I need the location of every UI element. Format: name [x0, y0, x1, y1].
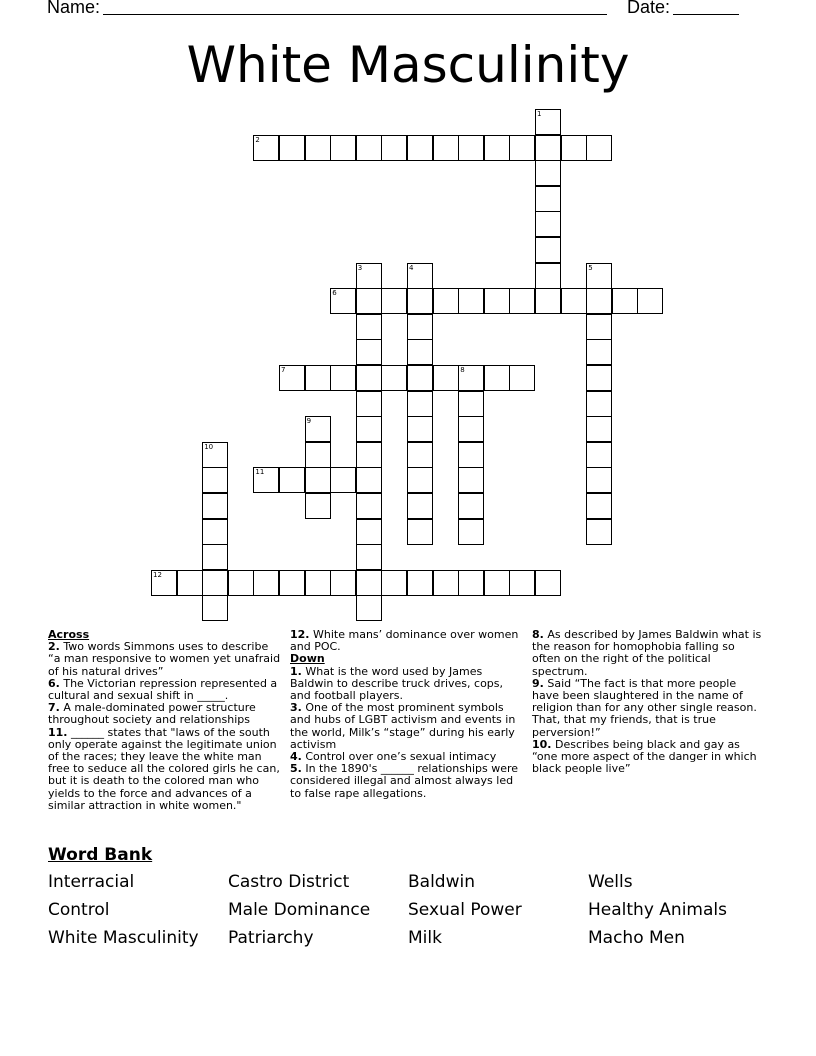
crossword-cell[interactable] [253, 135, 279, 161]
crossword-cell[interactable] [586, 339, 612, 365]
crossword-cell[interactable] [407, 442, 433, 468]
crossword-cell[interactable] [535, 109, 561, 135]
crossword-cell[interactable] [484, 135, 510, 161]
crossword-cell[interactable] [356, 493, 382, 519]
crossword-cell[interactable] [356, 365, 382, 391]
crossword-cell[interactable] [458, 519, 484, 545]
crossword-cell[interactable] [356, 467, 382, 493]
word-bank-item: Sexual Power [408, 900, 522, 920]
crossword-cell[interactable] [356, 442, 382, 468]
crossword-cell[interactable] [484, 570, 510, 596]
crossword-cell[interactable] [305, 467, 331, 493]
crossword-cell[interactable] [535, 186, 561, 212]
crossword-cell[interactable] [458, 467, 484, 493]
crossword-cell[interactable] [279, 467, 305, 493]
clue-number: 2 [255, 135, 260, 144]
crossword-cell[interactable] [535, 135, 561, 161]
crossword-cell[interactable] [202, 544, 228, 570]
crossword-cell[interactable] [407, 263, 433, 289]
crossword-cell[interactable] [356, 391, 382, 417]
date-label: Date: [627, 0, 671, 17]
clue-column-1 [48, 629, 284, 812]
down-clue-10: 10. Describes being black and gay as “one more aspect of the danger in which black people live” [532, 737, 757, 776]
clue-number: 3 [357, 263, 363, 272]
crossword-cell[interactable] [458, 416, 484, 442]
word-bank-item: Milk [408, 928, 442, 948]
crossword-cell[interactable] [305, 570, 331, 596]
crossword-cell[interactable] [381, 135, 407, 161]
crossword-cell[interactable] [407, 314, 433, 340]
crossword-cell[interactable] [509, 365, 535, 391]
crossword-cell[interactable] [356, 595, 382, 621]
crossword-cell[interactable] [279, 570, 305, 596]
crossword-cell[interactable] [356, 519, 382, 545]
crossword-cell[interactable] [305, 442, 331, 468]
word-bank-item: White Masculinity [48, 928, 199, 948]
clue-number: 6 [332, 289, 337, 298]
clue-number: 1 [537, 110, 542, 118]
crossword-cell[interactable] [330, 288, 356, 314]
crossword-cell[interactable] [458, 365, 484, 391]
crossword-cell[interactable] [305, 135, 331, 161]
word-bank-item: Interracial [48, 872, 135, 892]
crossword-cell[interactable] [586, 467, 612, 493]
crossword-cell[interactable] [561, 135, 587, 161]
across-clue-11: 11. ______ states that "laws of the south only operate against the legitimate union of the races; they leave the white man free to seduce all the colored girls he can, but it is death to the colored man who yields to the force and advances of a similar attraction in white women." [48, 725, 280, 812]
crossword-cell[interactable] [356, 288, 382, 314]
crossword-cell[interactable] [305, 365, 331, 391]
clue-number: 4 [409, 263, 414, 272]
crossword-cell[interactable] [433, 135, 459, 161]
crossword-cell[interactable] [458, 391, 484, 417]
crossword-cell[interactable] [586, 288, 612, 314]
across-clue-12: 12. White mans’ dominance over women and POC. [290, 628, 519, 654]
crossword-cell[interactable] [202, 595, 228, 621]
down-clue-4: 4. Control over one’s sexual intimacy [290, 750, 497, 764]
clue-number: 10 [204, 442, 214, 451]
crossword-cell[interactable] [356, 263, 382, 289]
crossword-cell[interactable] [458, 442, 484, 468]
crossword-cell[interactable] [407, 519, 433, 545]
crossword-cell[interactable] [509, 570, 535, 596]
word-bank-item: Castro District [228, 872, 350, 892]
crossword-cell[interactable] [433, 365, 459, 391]
clue-number: 9 [306, 417, 312, 426]
crossword-cell[interactable] [407, 135, 433, 161]
crossword-cell[interactable] [356, 544, 382, 570]
crossword-cell[interactable] [228, 570, 254, 596]
crossword-cell[interactable] [586, 391, 612, 417]
name-label: Name: [47, 0, 101, 17]
crossword-cell[interactable] [586, 365, 612, 391]
crossword-cell[interactable] [535, 237, 561, 263]
crossword-cell[interactable] [407, 493, 433, 519]
crossword-cell[interactable] [535, 160, 561, 186]
crossword-cell[interactable] [535, 570, 561, 596]
page-title: White Masculinity [186, 36, 630, 94]
crossword-cell[interactable] [407, 391, 433, 417]
clue-column-3 [532, 629, 764, 775]
crossword-cell[interactable] [407, 570, 433, 596]
down-heading: Down [290, 652, 325, 666]
crossword-cell[interactable] [586, 442, 612, 468]
crossword-cell[interactable] [458, 288, 484, 314]
crossword-cell[interactable] [202, 467, 228, 493]
crossword-cell[interactable] [279, 365, 305, 391]
crossword-cell[interactable] [535, 211, 561, 237]
crossword-cell[interactable] [586, 416, 612, 442]
clue-number: 5 [588, 263, 593, 272]
word-bank-title: Word Bank [48, 845, 153, 865]
crossword-cell[interactable] [253, 467, 279, 493]
crossword-cell[interactable] [586, 263, 612, 289]
crossword-cell[interactable] [356, 314, 382, 340]
crossword-cell[interactable] [433, 570, 459, 596]
crossword-cell[interactable] [535, 263, 561, 289]
crossword-cell[interactable] [305, 416, 331, 442]
crossword-cell[interactable] [305, 493, 331, 519]
crossword-cell[interactable] [458, 570, 484, 596]
word-bank-item: Control [48, 900, 110, 920]
crossword-cell[interactable] [407, 467, 433, 493]
word-bank-item: Male Dominance [228, 900, 371, 920]
crossword-cell[interactable] [356, 570, 382, 596]
crossword-cell[interactable] [509, 288, 535, 314]
crossword-cell[interactable] [535, 288, 561, 314]
crossword-cell[interactable] [484, 288, 510, 314]
crossword-cell[interactable] [202, 493, 228, 519]
down-clue-3: 3. One of the most prominent symbols and hubs of LGBT activism and events in the world, Milk’s “stage” during his early activism [290, 701, 516, 751]
crossword-cell[interactable] [279, 135, 305, 161]
crossword-cell[interactable] [458, 493, 484, 519]
across-heading: Across [48, 628, 90, 641]
crossword-cell[interactable] [356, 339, 382, 365]
down-clue-9: 9. Said “The fact is that more people have been slaughtered in the name of religion than for any other single reason. That, that my friends, that is true perversion!” [532, 676, 757, 739]
crossword-cell[interactable] [381, 570, 407, 596]
crossword-cell[interactable] [407, 416, 433, 442]
crossword-cell[interactable] [356, 416, 382, 442]
crossword-cell[interactable] [586, 314, 612, 340]
crossword-cell[interactable] [381, 288, 407, 314]
word-bank-item: Wells [588, 872, 633, 892]
crossword-cell[interactable] [407, 288, 433, 314]
clue-column-2 [290, 629, 526, 800]
across-clue-7: 7. A male-dominated power structure throughout society and relationships [48, 701, 256, 727]
crossword-cell[interactable] [612, 288, 638, 314]
crossword-cell[interactable] [586, 493, 612, 519]
crossword-cell[interactable] [202, 570, 228, 596]
crossword-cell[interactable] [151, 570, 177, 596]
down-clue-8: 8. As described by James Baldwin what is the reason for homophobia falling so often on the right of the political spectrum. [532, 628, 762, 678]
crossword-cell[interactable] [330, 570, 356, 596]
crossword-cell[interactable] [509, 135, 535, 161]
crossword-cell[interactable] [433, 288, 459, 314]
crossword-cell[interactable] [202, 442, 228, 468]
down-clue-1: 1. What is the word used by James Baldwin to describe truck drives, cops, and football players. [290, 664, 504, 703]
word-bank-item: Baldwin [408, 872, 475, 892]
crossword-cell[interactable] [381, 365, 407, 391]
word-bank-item: Healthy Animals [588, 900, 727, 920]
clue-number: 8 [460, 366, 465, 374]
clue-number: 7 [281, 366, 286, 374]
crossword-cell[interactable] [637, 288, 663, 314]
crossword-cell[interactable] [253, 570, 279, 596]
down-clue-5: 5. In the 1890's ______ relationships were considered illegal and almost always led to false rape allegations. [290, 762, 519, 800]
crossword-cell[interactable] [458, 135, 484, 161]
crossword-cell[interactable] [330, 135, 356, 161]
crossword-cell[interactable] [586, 519, 612, 545]
crossword-cell[interactable] [561, 288, 587, 314]
crossword-cell[interactable] [586, 135, 612, 161]
crossword-cell[interactable] [356, 135, 382, 161]
across-clue-6: 6. The Victorian repression represented a cultural and sexual shift in _____. [48, 676, 278, 703]
crossword-cell[interactable] [330, 365, 356, 391]
crossword-cell[interactable] [330, 467, 356, 493]
clue-number: 12 [153, 570, 162, 579]
crossword-cell[interactable] [407, 339, 433, 365]
clue-number: 11 [255, 468, 265, 477]
word-bank-item: Macho Men [588, 928, 685, 948]
crossword-cell[interactable] [177, 570, 203, 596]
across-clue-2: 2. Two words Simmons uses to describe “a man responsive to women yet unafraid of his natural drives” [48, 640, 281, 678]
crossword-cell[interactable] [407, 365, 433, 391]
word-bank-item: Patriarchy [228, 928, 314, 948]
crossword-cell[interactable] [202, 519, 228, 545]
crossword-cell[interactable] [484, 365, 510, 391]
